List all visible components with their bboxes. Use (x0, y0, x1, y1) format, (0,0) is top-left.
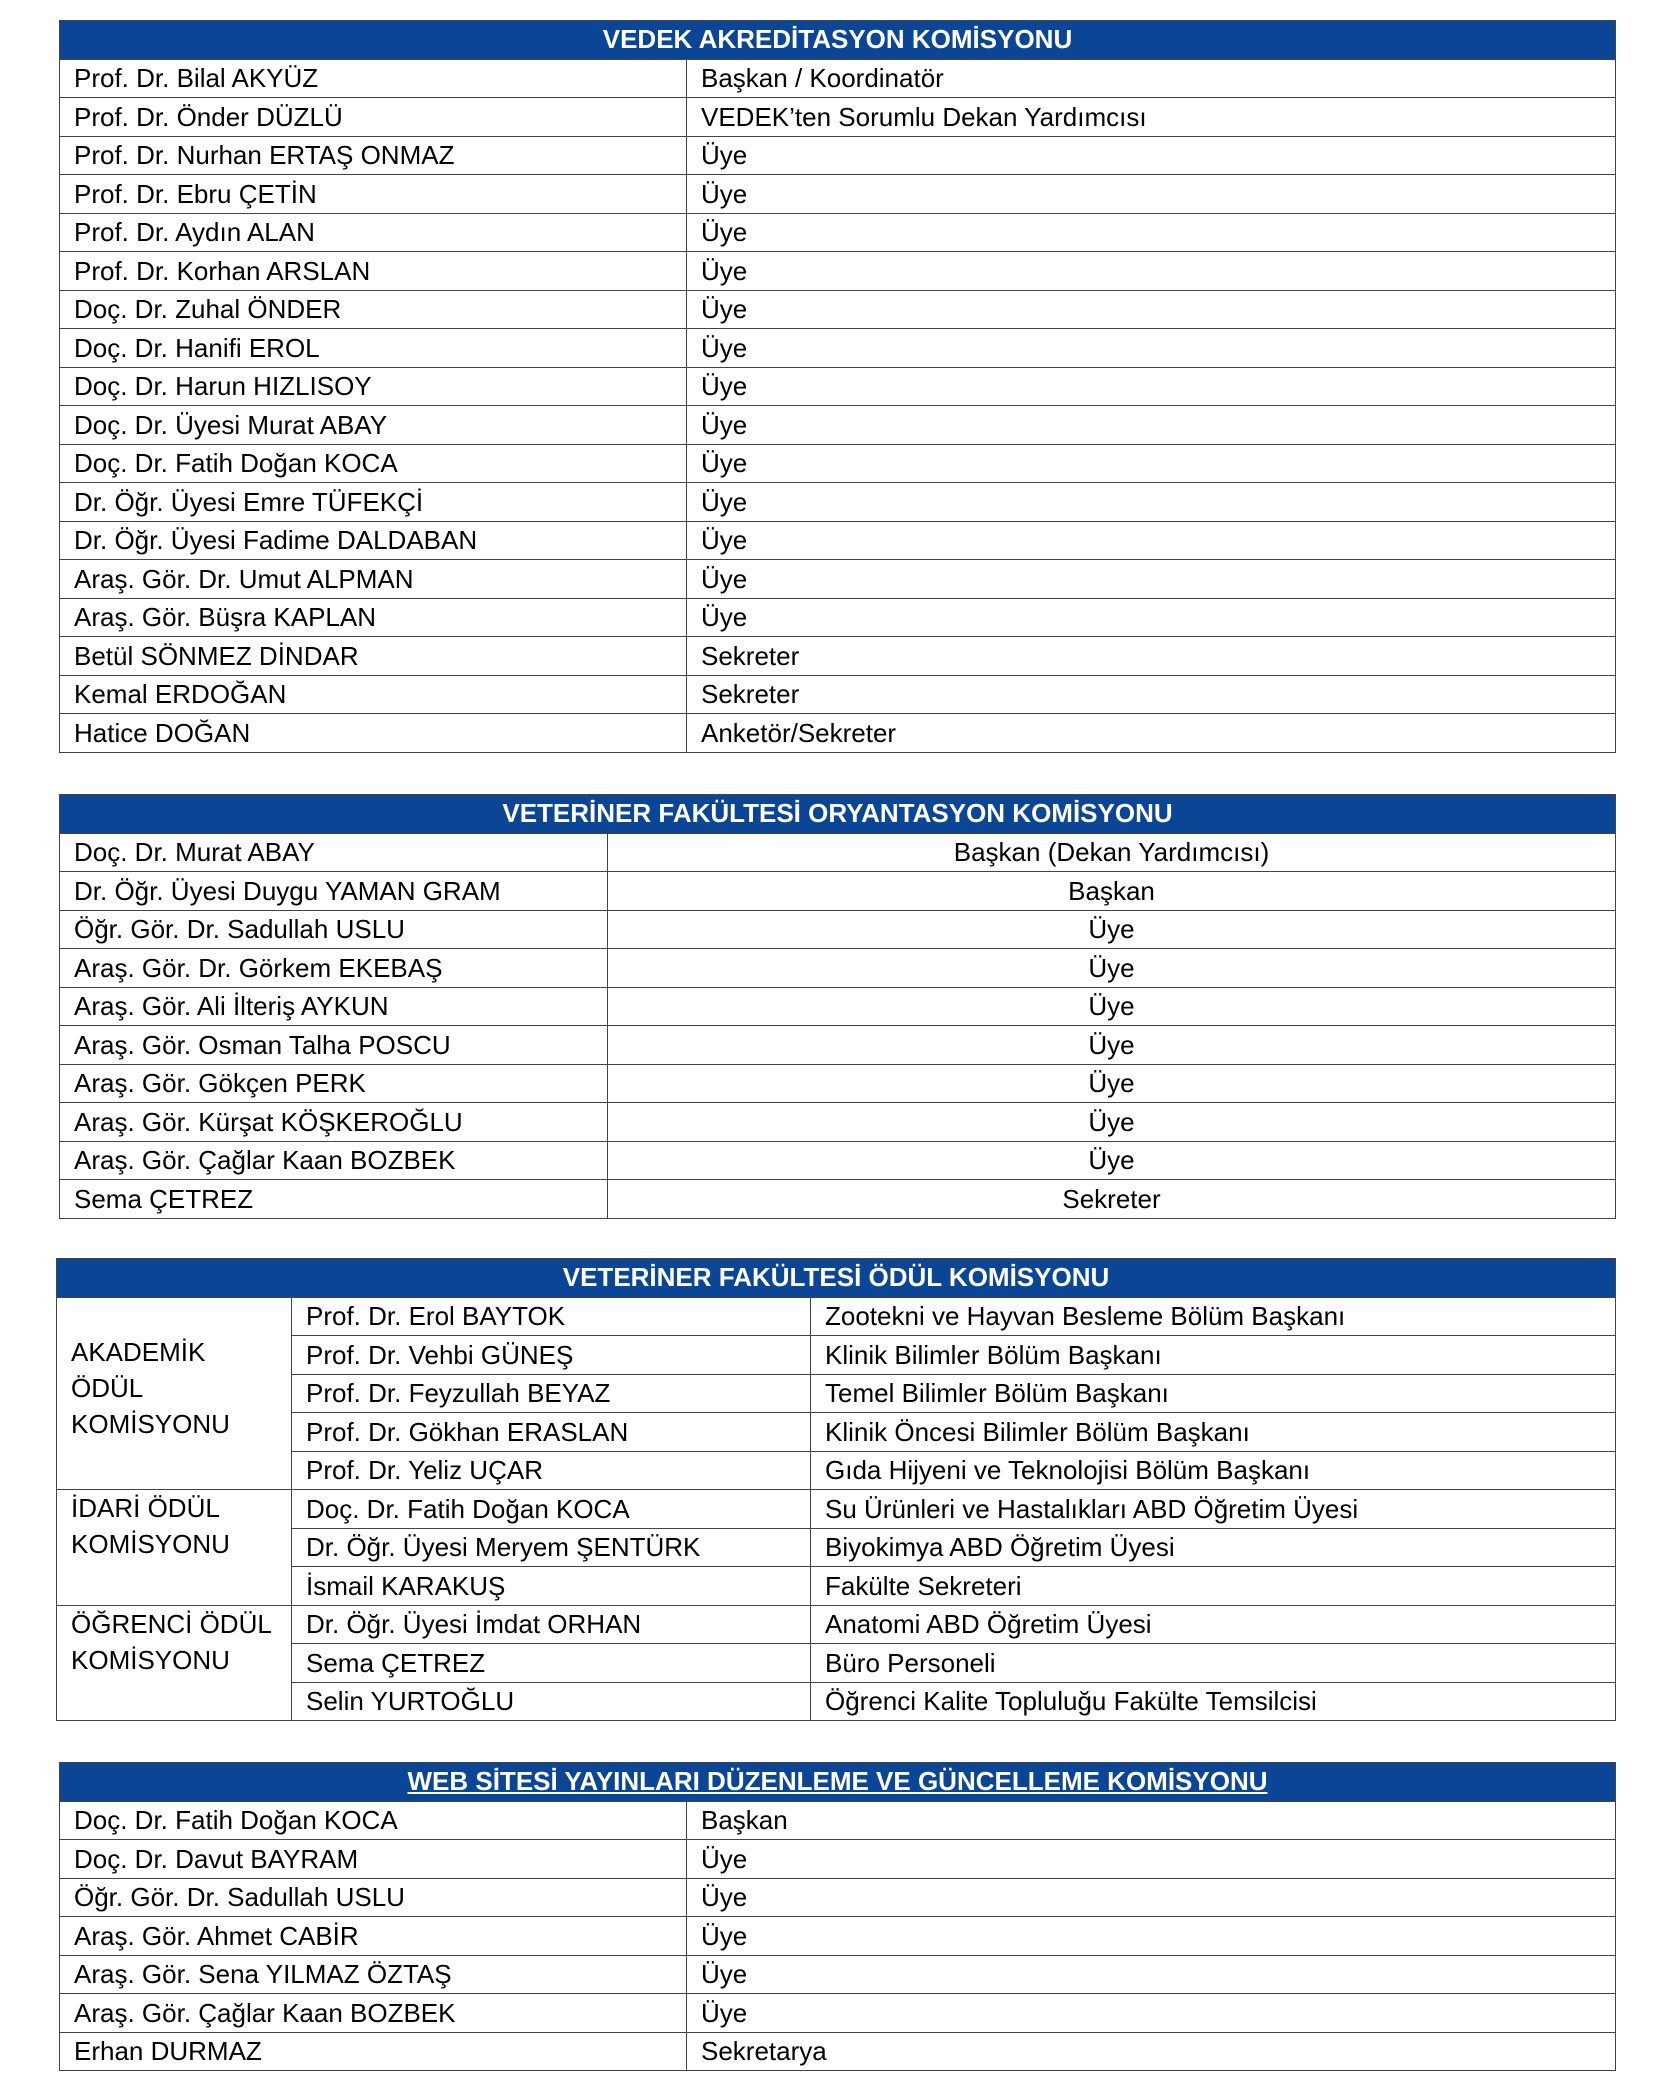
member-name: Araş. Gör. Çağlar Kaan BOZBEK (60, 1994, 687, 2033)
award-group-label-line: ÖDÜL (71, 1372, 144, 1403)
table-row (60, 1878, 1616, 1917)
member-role: Üye (687, 175, 1616, 214)
table-row (60, 444, 1616, 483)
table-row (60, 59, 1616, 98)
member-name: Öğr. Gör. Dr. Sadullah USLU (60, 1878, 687, 1917)
award-group-label (57, 1297, 292, 1490)
vedek-table (59, 20, 1616, 753)
member-role: Anketör/Sekreter (687, 714, 1616, 753)
member-name: Prof. Dr. Korhan ARSLAN (60, 252, 687, 291)
member-name: Prof. Dr. Yeliz UÇAR (292, 1451, 811, 1490)
member-name: Prof. Dr. Gökhan ERASLAN (292, 1413, 811, 1452)
table-row (60, 1917, 1616, 1956)
odul-title: VETERİNER FAKÜLTESİ ÖDÜL KOMİSYONU (57, 1259, 1616, 1298)
award-group-label-line: ÖĞRENCİ ÖDÜL (71, 1608, 272, 1639)
member-name: Prof. Dr. Erol BAYTOK (292, 1297, 811, 1336)
web-table (59, 1762, 1616, 2071)
table-row (60, 714, 1616, 753)
table-row (57, 1490, 1616, 1529)
member-role: Üye (687, 444, 1616, 483)
member-name: İsmail KARAKUŞ (292, 1567, 811, 1606)
member-role: Başkan (608, 872, 1616, 911)
member-role: Sekreter (608, 1180, 1616, 1219)
member-role: Başkan (687, 1801, 1616, 1840)
table-row (60, 98, 1616, 137)
table-row (60, 675, 1616, 714)
member-name: Araş. Gör. Çağlar Kaan BOZBEK (60, 1141, 608, 1180)
oryantasyon-body (60, 833, 1616, 1218)
web-title: WEB SİTESİ YAYINLARI DÜZENLEME VE GÜNCELLEME KOMİSYONU (60, 1763, 1616, 1802)
table-row (60, 1103, 1616, 1142)
member-role: Öğrenci Kalite Topluluğu Fakülte Temsilcisi (811, 1682, 1616, 1721)
award-group-label (57, 1605, 292, 1721)
member-name: Dr. Öğr. Üyesi İmdat ORHAN (292, 1605, 811, 1644)
web-body (60, 1801, 1616, 2071)
member-role: Üye (687, 136, 1616, 175)
member-role: Klinik Bilimler Bölüm Başkanı (811, 1336, 1616, 1375)
member-role: Anatomi ABD Öğretim Üyesi (811, 1605, 1616, 1644)
member-role: Üye (687, 406, 1616, 445)
table-row (60, 213, 1616, 252)
member-role: Üye (687, 598, 1616, 637)
table-row (60, 1994, 1616, 2033)
vedek-title: VEDEK AKREDİTASYON KOMİSYONU (60, 21, 1616, 60)
member-role: Üye (608, 1141, 1616, 1180)
member-name: Doç. Dr. Murat ABAY (60, 833, 608, 872)
award-group-label-line: AKADEMİK (71, 1336, 206, 1367)
member-name: Araş. Gör. Osman Talha POSCU (60, 1026, 608, 1065)
table-row (60, 406, 1616, 445)
member-name: Doç. Dr. Fatih Doğan KOCA (292, 1490, 811, 1529)
member-name: Prof. Dr. Ebru ÇETİN (60, 175, 687, 214)
table-row (57, 1297, 1616, 1336)
table-row (60, 367, 1616, 406)
member-role: VEDEK’ten Sorumlu Dekan Yardımcısı (687, 98, 1616, 137)
table-row (60, 175, 1616, 214)
member-name: Prof. Dr. Nurhan ERTAŞ ONMAZ (60, 136, 687, 175)
odul-table (56, 1258, 1616, 1721)
member-name: Sema ÇETREZ (60, 1180, 608, 1219)
table-row (60, 910, 1616, 949)
member-name: Prof. Dr. Önder DÜZLÜ (60, 98, 687, 137)
table-row (60, 329, 1616, 368)
award-group-label (57, 1490, 292, 1606)
member-role: Başkan (Dekan Yardımcısı) (608, 833, 1616, 872)
member-name: Dr. Öğr. Üyesi Meryem ŞENTÜRK (292, 1528, 811, 1567)
member-name: Araş. Gör. Kürşat KÖŞKEROĞLU (60, 1103, 608, 1142)
table-row (60, 1840, 1616, 1879)
member-role: Üye (687, 521, 1616, 560)
odul-body (57, 1297, 1616, 1721)
oryantasyon-table (59, 794, 1616, 1219)
member-role: Üye (687, 252, 1616, 291)
member-role: Başkan / Koordinatör (687, 59, 1616, 98)
member-name: Öğr. Gör. Dr. Sadullah USLU (60, 910, 608, 949)
member-role: Büro Personeli (811, 1644, 1616, 1683)
member-role: Biyokimya ABD Öğretim Üyesi (811, 1528, 1616, 1567)
member-role: Üye (687, 213, 1616, 252)
member-name: Araş. Gör. Dr. Umut ALPMAN (60, 560, 687, 599)
member-role: Üye (608, 1026, 1616, 1065)
member-name: Araş. Gör. Sena YILMAZ ÖZTAŞ (60, 1955, 687, 1994)
member-name: Araş. Gör. Ahmet CABİR (60, 1917, 687, 1956)
member-role: Üye (687, 1994, 1616, 2033)
member-role: Üye (608, 949, 1616, 988)
member-role: Klinik Öncesi Bilimler Bölüm Başkanı (811, 1413, 1616, 1452)
member-name: Doç. Dr. Davut BAYRAM (60, 1840, 687, 1879)
oryantasyon-title: VETERİNER FAKÜLTESİ ORYANTASYON KOMİSYONU (60, 795, 1616, 834)
member-role: Fakülte Sekreteri (811, 1567, 1616, 1606)
table-row (60, 290, 1616, 329)
member-role: Sekretarya (687, 2032, 1616, 2071)
table-row (60, 598, 1616, 637)
member-name: Doç. Dr. Hanifi EROL (60, 329, 687, 368)
member-name: Doç. Dr. Harun HIZLISOY (60, 367, 687, 406)
member-role: Üye (608, 1103, 1616, 1142)
table-row (60, 987, 1616, 1026)
member-role: Üye (608, 1064, 1616, 1103)
table-row (60, 252, 1616, 291)
member-role: Üye (687, 367, 1616, 406)
table-row (60, 872, 1616, 911)
table-row (60, 1801, 1616, 1840)
table-row (60, 2032, 1616, 2071)
member-role: Üye (687, 1917, 1616, 1956)
member-name: Selin YURTOĞLU (292, 1682, 811, 1721)
table-row (60, 1180, 1616, 1219)
award-group-label-line: KOMİSYONU (71, 1529, 230, 1559)
member-role: Üye (608, 910, 1616, 949)
member-name: Dr. Öğr. Üyesi Emre TÜFEKÇİ (60, 483, 687, 522)
member-name: Dr. Öğr. Üyesi Fadime DALDABAN (60, 521, 687, 560)
member-name: Dr. Öğr. Üyesi Duygu YAMAN GRAM (60, 872, 608, 911)
award-group-label-line: KOMİSYONU (71, 1644, 230, 1675)
member-role: Üye (687, 483, 1616, 522)
award-group-label-line: İDARİ ÖDÜL (71, 1493, 220, 1523)
award-group-label-line: KOMİSYONU (71, 1408, 230, 1439)
member-name: Doç. Dr. Üyesi Murat ABAY (60, 406, 687, 445)
member-name: Doç. Dr. Fatih Doğan KOCA (60, 444, 687, 483)
table-row (60, 1955, 1616, 1994)
member-name: Prof. Dr. Aydın ALAN (60, 213, 687, 252)
table-row (60, 1026, 1616, 1065)
member-name: Hatice DOĞAN (60, 714, 687, 753)
member-role: Su Ürünleri ve Hastalıkları ABD Öğretim Üyesi (811, 1490, 1616, 1529)
member-role: Sekreter (687, 675, 1616, 714)
member-role: Üye (608, 987, 1616, 1026)
table-row (60, 1141, 1616, 1180)
table-row (60, 637, 1616, 676)
member-role: Üye (687, 290, 1616, 329)
table-row (60, 949, 1616, 988)
member-name: Prof. Dr. Feyzullah BEYAZ (292, 1374, 811, 1413)
member-role: Sekreter (687, 637, 1616, 676)
table-row (60, 483, 1616, 522)
table-row (60, 560, 1616, 599)
member-role: Üye (687, 329, 1616, 368)
table-row (57, 1605, 1616, 1644)
member-name: Araş. Gör. Ali İlteriş AYKUN (60, 987, 608, 1026)
member-name: Prof. Dr. Bilal AKYÜZ (60, 59, 687, 98)
member-name: Araş. Gör. Gökçen PERK (60, 1064, 608, 1103)
member-role: Üye (687, 1840, 1616, 1879)
member-role: Zootekni ve Hayvan Besleme Bölüm Başkanı (811, 1297, 1616, 1336)
member-name: Erhan DURMAZ (60, 2032, 687, 2071)
table-row (60, 1064, 1616, 1103)
member-name: Araş. Gör. Dr. Görkem EKEBAŞ (60, 949, 608, 988)
member-role: Temel Bilimler Bölüm Başkanı (811, 1374, 1616, 1413)
table-row (60, 521, 1616, 560)
member-role: Üye (687, 1878, 1616, 1917)
member-role: Gıda Hijyeni ve Teknolojisi Bölüm Başkanı (811, 1451, 1616, 1490)
member-name: Araş. Gör. Büşra KAPLAN (60, 598, 687, 637)
table-row (60, 136, 1616, 175)
member-name: Kemal ERDOĞAN (60, 675, 687, 714)
member-name: Doç. Dr. Fatih Doğan KOCA (60, 1801, 687, 1840)
member-name: Sema ÇETREZ (292, 1644, 811, 1683)
member-name: Doç. Dr. Zuhal ÖNDER (60, 290, 687, 329)
table-row (60, 833, 1616, 872)
member-name: Prof. Dr. Vehbi GÜNEŞ (292, 1336, 811, 1375)
vedek-body (60, 59, 1616, 752)
member-name: Betül SÖNMEZ DİNDAR (60, 637, 687, 676)
member-role: Üye (687, 1955, 1616, 1994)
member-role: Üye (687, 560, 1616, 599)
